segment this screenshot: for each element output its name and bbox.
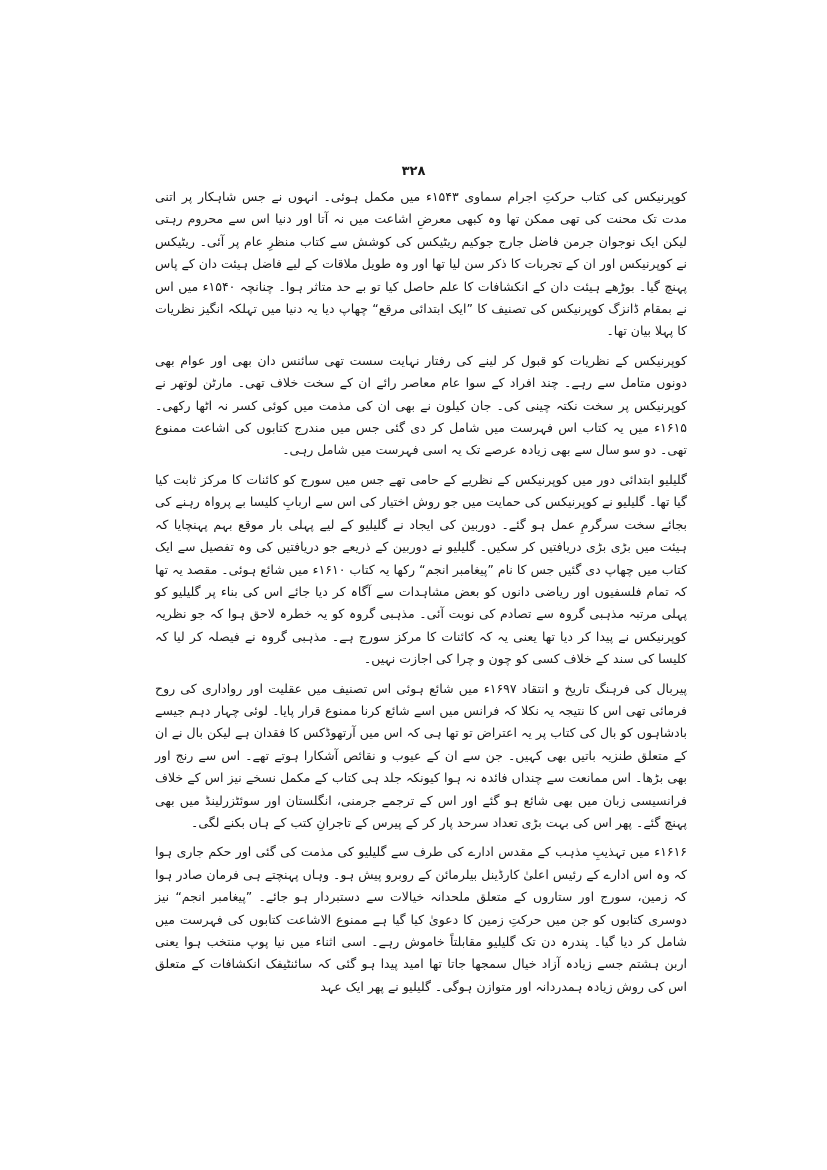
paragraph-5: ۱۶۱۶ء میں تہذیبِ مذہب کے مقدس ادارے کی طرف سے گلیلیو کی مذمت کی گئی اور حکم جاری ہوا کہ وہ اس ادارے کے رئیس اعلیٰ کارڈینل بیلرمائن کے روبرو پیش ہو۔ وہاں پہنچتے ہی فرمان صادر ہوا کہ زمین، سورج اور ستاروں کے متعلق ملحدانہ خیالات سے دستبردار ہو جائے۔ ”پیغامبر انجم“ نیز دوسری کتابوں کو جن میں حرکتِ زمین کا دعویٰ کیا گیا ہے ممنوع الاشاعت کتابوں کی فہرست میں شامل کر دیا گیا۔ پندرہ دن تک گلیلیو مقابلتاً خاموش رہے۔ اسی اثناء میں نیا پوپ منتخب ہوا یعنی اربن ہشتم جسے زیادہ آزاد خیال سمجھا جاتا تھا امید پیدا ہو گئی کہ سائنٹیفک انکشافات کے متعلق اس کی روش زیادہ ہمدردانہ اور متوازن ہوگی۔ گلیلیو نے پھر ایک عہد (155, 844, 687, 994)
paragraph-3: گلیلیو ابتدائی دور میں کوپرنیکس کے نظریے کے حامی تھے جس میں سورج کو کائنات کا مرکز ثابت کیا گیا تھا۔ گلیلیو نے کوپرنیکس کی حمایت میں جو روش اختیار کی اس سے اربابِ کلیسا بے پرواہ رہنے کی بجائے سخت سرگرمِ عمل ہو گئے۔ دوربین کی ایجاد نے گلیلیو کے لیے پہلی بار موقع بہم پہنچایا کہ ہیئت میں بڑی بڑی دریافتیں کر سکیں۔ گلیلیو نے دوربین کے ذریعے جو دریافتیں کی وہ تفصیل سے ایک کتاب میں چھاپ دی گئیں جس کا نام ”پیغامبر انجم“ رکھا یہ کتاب ۱۶۱۰ء میں شائع ہوئی۔ مقصد یہ تھا کہ تمام فلسفیوں اور ریاضی دانوں کو بعض مشاہدات سے آگاہ کر دیا جائے اس کی بناء پر گلیلیو کو پہلی مرتبہ مذہبی گروہ سے تصادم کی نوبت آئی۔ مذہبی گروہ کو یہ خطرہ لاحق ہوا کہ جو نظریہ کوپرنیکس نے پیدا کر دیا تھا یعنی یہ کہ کائنات کا مرکز سورج ہے۔ مذہبی گروہ نے فیصلہ کر لیا کہ کلیسا کی سند کے خلاف کسی کو چون و چرا کی اجازت نہیں۔ (155, 471, 687, 667)
paragraph-2: کوپرنیکس کے نظریات کو قبول کر لینے کی رفتار نہایت سست تھی سائنس دان بھی اور عوام بھی دونوں متامل سے رہے۔ چند افراد کے سوا عام معاصر رائے ان کے سخت خلاف تھی۔ مارٹن لوتھر نے کوپرنیکس پر سخت نکتہ چینی کی۔ جان کیلون نے بھی ان کی مذمت میں کوئی کسر نہ اٹھا رکھی۔ ۱۶۱۵ء میں یہ کتاب اس فہرست میں شامل کر دی گئی جس میں مندرج کتابوں کی اشاعت ممنوع تھی۔ دو سو سال سے بھی زیادہ عرصے تک یہ اسی فہرست میں شامل رہی۔ (155, 352, 687, 458)
body-text (155, 186, 687, 998)
paragraph-1: کوپرنیکس کی کتاب حرکتِ اجرام سماوی ۱۵۴۳ء میں مکمل ہوئی۔ انہوں نے جس شاہکار پر اتنی مدت تک محنت کی تھی ممکن تھا وہ کبھی معرضِ اشاعت میں نہ آتا اور دنیا اس سے محروم رہتی لیکن ایک نوجوان جرمن فاضل جارج جوکیم ریٹیکس کی کوشش سے کتاب منظرِ عام پر آئی۔ ریٹیکس نے کوپرنیکس اور ان کے تجربات کا ذکر سن لیا تھا اور وہ طویل ملاقات کے لیے فاضل ہیئت دان کے پاس پہنچ گیا۔ بوڑھے ہیئت دان کے انکشافات کا علم حاصل کیا تو بے حد متاثر ہوا۔ چنانچہ ۱۵۴۰ء میں اس نے بمقام ڈانزگ کوپرنیکس کی تصنیف کا ”ایک ابتدائی مرقع“ چھاپ دیا یہ دنیا میں تہلکہ انگیز نظریات کا پہلا بیان تھا۔ (155, 189, 687, 339)
page-number: ۳۲۸ (401, 164, 426, 179)
paragraph-4: پیربال کی فرہنگ تاریخ و انتقاد ۱۶۹۷ء میں شائع ہوئی اس تصنیف میں عقلیت اور رواداری کی روح فرمائی تھی اس کا نتیجہ یہ نکلا کہ فرانس میں اسے شائع کرنا ممنوع قرار پایا۔ لوئی چہار دہم جیسے بادشاہوں کو بال کی کتاب پر یہ اعتراض تو تھا ہی کہ اس میں آرتھوڈکس کا فقدان ہے لیکن بال نے ان کے متعلق طنزیہ باتیں بھی کہیں۔ جن سے ان کے عیوب و نقائص آشکارا ہوتے تھے۔ اس سے رنج اور بھی بڑھا۔ اس ممانعت سے چنداں فائدہ نہ ہوا کیونکہ جلد ہی کتاب کے مکمل نسخے نیز اس کے خلاف فرانسیسی زبان میں بھی شائع ہو گئے اور اس کے ترجمے جرمنی، انگلستان اور سوئٹزرلینڈ میں بھی پہنچ گئے۔ پھر اس کی بہت بڑی تعداد سرحد پار کر کے پیرس کے تاجرانِ کتب کے ہاں بکنے لگی۔ (155, 680, 687, 830)
